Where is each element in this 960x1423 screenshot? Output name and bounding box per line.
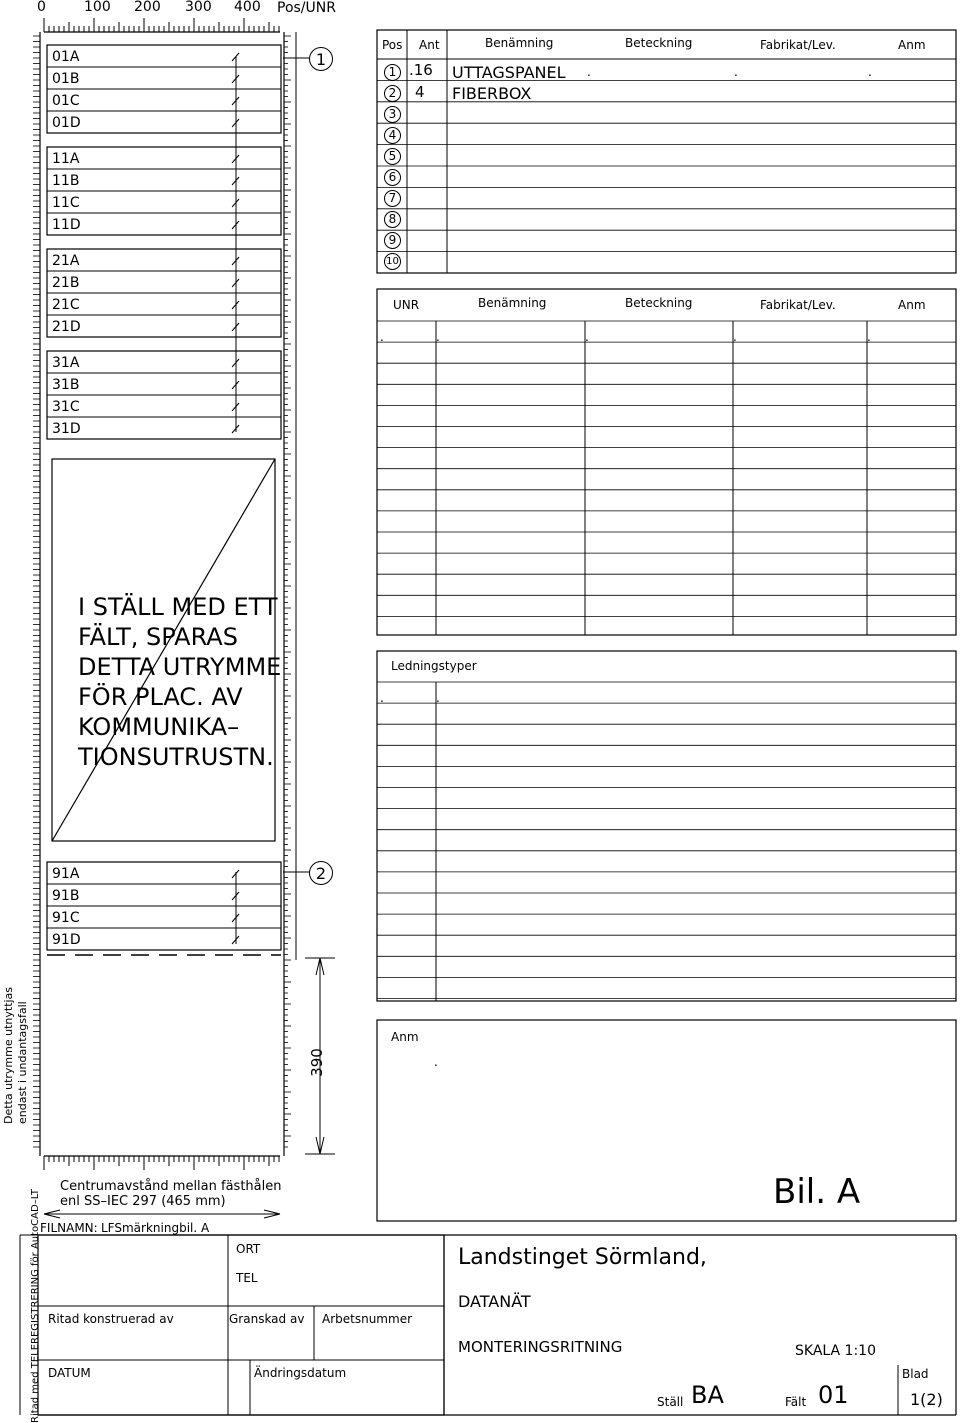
unr-dot: . xyxy=(585,330,589,344)
blad-label: Blad xyxy=(902,1367,929,1381)
ledningstyper-dot: . xyxy=(436,691,440,705)
position-circle: 7 xyxy=(384,190,401,207)
andringsdatum-label: Ändringsdatum xyxy=(254,1366,347,1380)
ritad-label: Ritad konstruerad av xyxy=(48,1312,174,1326)
ort-label: ORT xyxy=(236,1242,261,1256)
reserved-line: TIONSUTRUSTN. xyxy=(78,743,274,771)
position-circle: 8 xyxy=(384,211,401,228)
falt-value: 01 xyxy=(818,1381,849,1409)
rack-row-label: 91B xyxy=(52,888,80,904)
reserved-line: I STÄLL MED ETT xyxy=(78,593,278,621)
position-marker-1: 1 xyxy=(309,47,333,71)
position-circle: 9 xyxy=(384,232,401,249)
ledningstyper-title: Ledningstyper xyxy=(391,659,477,673)
rack-row-label: 91A xyxy=(52,866,80,882)
row2-benamning: FIBERBOX xyxy=(452,84,532,103)
anm-title: Anm xyxy=(391,1030,419,1044)
col-header-benamning: Benämning xyxy=(478,296,547,310)
rack-row-label: 01B xyxy=(52,71,80,87)
reserved-line: KOMMUNIKA– xyxy=(78,713,240,741)
organisation-title: Landstinget Sörmland, xyxy=(458,1245,707,1270)
pos-unr-label: Pos/UNR xyxy=(277,0,336,16)
col-header-pos: Pos xyxy=(382,38,403,52)
position-circle: 3 xyxy=(384,106,401,123)
rack-row-label: 31B xyxy=(52,377,80,393)
position-circle: 4 xyxy=(384,127,401,144)
ruler-tick-0: 0 xyxy=(37,0,46,15)
arrowhead xyxy=(44,1214,60,1218)
cad-side-label: Ritad med TELEREGISTRERING för AutoCAD–LT xyxy=(30,1188,41,1423)
rack-row-label: 01A xyxy=(52,49,80,65)
rack-row-label: 31A xyxy=(52,355,80,371)
system-title: DATANÄT xyxy=(458,1292,531,1311)
arrowhead xyxy=(316,1137,320,1154)
position-circle: 1 xyxy=(384,64,401,81)
ruler-tick-300: 300 xyxy=(185,0,212,15)
row1-dot: . xyxy=(868,65,872,79)
ledningstyper-dot: . xyxy=(380,691,384,705)
row1-benamning: UTTAGSPANEL xyxy=(452,63,566,82)
col-header-fabrikat: Fabrikat/Lev. xyxy=(760,38,836,52)
unr-dot: . xyxy=(380,330,384,344)
col-header-beteckning: Beteckning xyxy=(625,36,693,50)
col-header-anm: Anm xyxy=(898,298,926,312)
rack-row-label: 11A xyxy=(52,151,80,167)
center-distance-line: Centrumavstånd mellan fästhålen xyxy=(60,1179,282,1194)
scale-label: SKALA 1:10 xyxy=(795,1343,876,1359)
reserved-line: FÖR PLAC. AV xyxy=(78,683,243,711)
arrowhead xyxy=(316,958,320,975)
filnamn-value: LFSmärkningbil. A xyxy=(101,1221,210,1235)
row2-ant: 4 xyxy=(415,83,425,101)
arrowhead xyxy=(320,1137,324,1154)
center-distance-note xyxy=(60,1179,281,1209)
rack-row-label: 21C xyxy=(52,297,80,313)
ruler-tick-100: 100 xyxy=(84,0,111,15)
position-circle: 2 xyxy=(384,85,401,102)
rack-row-label: 31D xyxy=(52,421,81,437)
tel-label: TEL xyxy=(236,1271,258,1285)
position-circle: 5 xyxy=(384,148,401,165)
anm-dot: . xyxy=(434,1055,438,1069)
arrowhead xyxy=(264,1210,280,1214)
reserved-area-text xyxy=(78,592,281,772)
side-note-line: Detta utrymme utnyttjas xyxy=(2,986,15,1124)
rack-row-label: 91D xyxy=(52,932,81,948)
rack-row-label: 21D xyxy=(52,319,81,335)
bilaga-label: Bil. A xyxy=(773,1172,861,1212)
datum-label: DATUM xyxy=(48,1366,91,1380)
col-header-benamning: Benämning xyxy=(485,36,554,50)
col-header-beteckning: Beteckning xyxy=(625,296,693,310)
rack-row-label: 31C xyxy=(52,399,80,415)
row1-dot: . xyxy=(587,65,591,79)
row1-dot: . xyxy=(734,65,738,79)
side-note-line: endast i undantagsfall xyxy=(16,1001,29,1124)
rack-row-label: 11D xyxy=(52,217,81,233)
blad-value: 1(2) xyxy=(910,1390,943,1409)
rack-row-label: 11B xyxy=(52,173,80,189)
unr-dot: . xyxy=(436,330,440,344)
stall-value: BA xyxy=(691,1381,724,1409)
ruler-tick-200: 200 xyxy=(134,0,161,15)
rack-row-label: 91C xyxy=(52,910,80,926)
rack-row-label: 21A xyxy=(52,253,80,269)
ledningstyper-frame xyxy=(377,651,956,1001)
col-header-anm: Anm xyxy=(898,38,926,52)
reserved-line: FÄLT, SPARAS xyxy=(78,623,238,651)
col-header-ant: Ant xyxy=(419,38,440,52)
col-header-fabrikat: Fabrikat/Lev. xyxy=(760,298,836,312)
rack-row-label: 01C xyxy=(52,93,80,109)
unr-dot: . xyxy=(733,330,737,344)
rack-row-label: 01D xyxy=(52,115,81,131)
arbetsnummer-label: Arbetsnummer xyxy=(322,1312,413,1326)
position-circle: 10 xyxy=(384,253,401,270)
rack-row-label: 11C xyxy=(52,195,80,211)
unr-dot: . xyxy=(867,330,871,344)
ruler-tick-400: 400 xyxy=(234,0,261,15)
filnamn-label: FILNAMN: xyxy=(40,1221,98,1235)
row1-ant: .16 xyxy=(409,61,433,79)
side-note xyxy=(2,984,30,1124)
center-distance-line: enl SS–IEC 297 (465 mm) xyxy=(60,1194,226,1209)
falt-label: Fält xyxy=(785,1395,807,1409)
arrowhead xyxy=(320,958,324,975)
position-circle: 6 xyxy=(384,169,401,186)
arrowhead xyxy=(44,1210,60,1214)
rack-row-label: 21B xyxy=(52,275,80,291)
stall-label: Ställ xyxy=(657,1395,684,1409)
reserved-line: DETTA UTRYMME xyxy=(78,653,282,681)
position-marker-2: 2 xyxy=(309,861,333,885)
dimension-390: 390 xyxy=(307,1048,326,1077)
drawing-type: MONTERINGSRITNING xyxy=(458,1338,623,1356)
col-header-unr: UNR xyxy=(393,298,420,312)
granskad-label: Granskad av xyxy=(229,1312,305,1326)
anm-frame xyxy=(377,1020,956,1221)
arrowhead xyxy=(264,1214,280,1218)
